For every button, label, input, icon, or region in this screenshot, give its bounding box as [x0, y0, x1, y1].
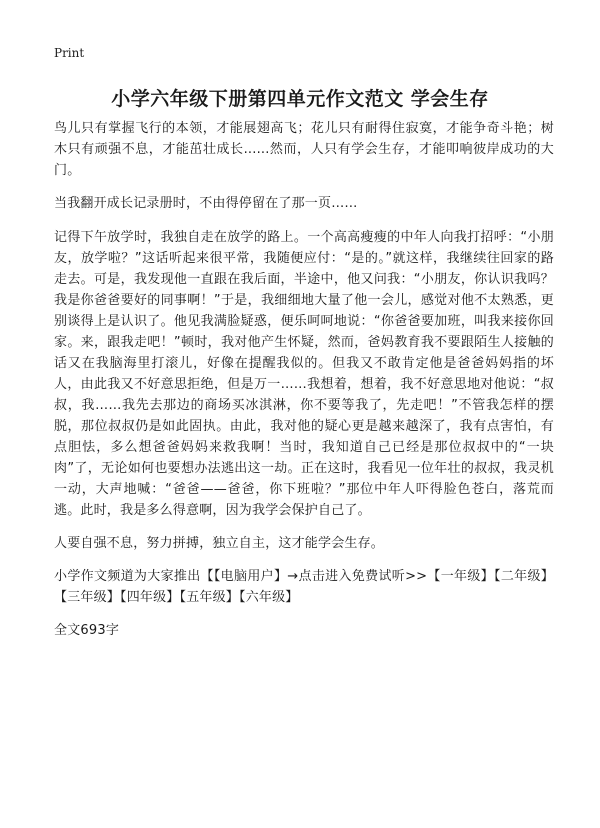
page-title: 小学六年级下册第四单元作文范文 学会生存 [111, 88, 489, 110]
paragraph-conclusion: 人要自强不息，努力拼搏，独立自主，这才能学会生存。 [54, 536, 385, 551]
paragraph-intro: 鸟儿只有掌握飞行的本领，才能展翅高飞；花儿只有耐得住寂寞，才能争奇斗艳；树木只有顽强不息，才能茁壮成长......然而，人只有学会生存，才能叩响彼岸成功的大门。 [54, 121, 554, 178]
paragraph-story: 记得下午放学时，我独自走在放学的路上。一个高高瘦瘦的中年人向我打招呼：“小朋友，放学啦？”这话听起来很平常，我随便应付：“是的。”就这样，我继续往回家的路走去。可是，我发现他一直跟在我后面，半途中，他又问我：“小朋友，你认识我吗？我是你爸爸要好的同事啊！”于是，我细细地大量了他一会儿，感觉对他不太熟悉，更别谈得上是认识了。他见我满脸疑惑，便乐呵呵地说：“你爸爸要加班，叫我来接你回家。来，跟我走吧！”顿时，我对他产生怀疑，然而，爸妈教育我不要跟陌生人接触的话又在我脑海里打滚儿，好像在提醒我似的。但我又不敢肯定他是爸爸妈妈指的坏人，由此我又不好意思拒绝，但是万一……我想着，想着，我不好意思地对他说：“叔叔，我……我先去那边的商场买冰淇淋，你不要等我了，先走吧！”不管我怎样的摆脱，那位叔叔仍是如此固执。由此，我对他的疑心更是越来越深了，我有点害怕，有点胆怯，多么想爸爸妈妈来救我啊！当时，我知道自己已经是那位叔叔中的“一块肉”了，无论如何也要想办法逃出这一劫。正在这时，我看见一位年壮的叔叔，我灵机一动，大声地喊：“爸爸——爸爸，你下班啦？”那位中年人吓得脸色苍白，落荒而逃。此时，我是多么得意啊，因为我学会保护自己了。 [54, 230, 554, 518]
article-body [54, 118, 554, 653]
paragraph-transition: 当我翻开成长记录册时，不由得停留在了那一页…… [54, 196, 358, 211]
word-count: 全文693字 [54, 623, 120, 638]
print-label: Print [54, 46, 85, 60]
grade-links-text[interactable]: 小学作文频道为大家推出【【电脑用户】→点击进入免费试听>>【一年级】【二年级】【三年级】【四年级】【五年级】【六年级】 [54, 569, 554, 605]
